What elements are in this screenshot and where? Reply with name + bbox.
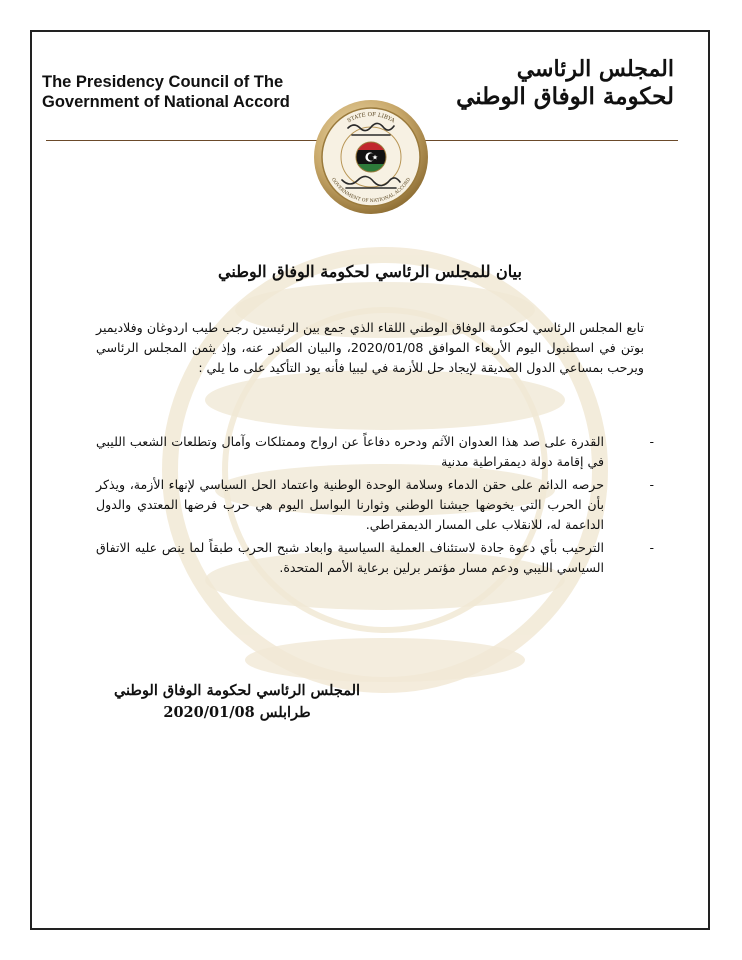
statement-point (96, 432, 662, 472)
statement-point-text: الترحيب بأي دعوة جادة لاستئناف العملية السياسية وابعاد شبح الحرب طبقاً لما ينص عليه الاتفاق السياسي الليبي ودعم مسار مؤتمر برلين برعاية الأمم المتحدة. (96, 540, 604, 575)
statement-point (96, 475, 662, 535)
arabic-header-line2: لحكومة الوفاق الوطني (456, 83, 674, 110)
statement-point-text: القدرة على صد هذا العدوان الآثم ودحره دفاعاً عن ارواح وممتلكات وآمال وتطلعات الشعب الليبي في إقامة دولة ديمقراطية مدنية (96, 434, 604, 469)
statement-intro: تابع المجلس الرئاسي لحكومة الوفاق الوطني اللقاء الذي جمع بين الرئيسين رجب طيب اردوغان وفلاديمير بوتن في اسطنبول اليوم الأربعاء الموافق 2020/01/08، والبيان الصادر عنه، وإذ يثمن المجلس الرئاسي ويرحب بمساعي الدول الصديقة لإيجاد حل للأزمة في ليبيا فأنه يود التأكيد على ما يلي : (96, 320, 644, 375)
statement-point-text: حرصه الدائم على حقن الدماء وسلامة الوحدة الوطنية واعتماد الحل السياسي لإنهاء الأزمة، ويذكر بأن الحرب التي يخوضها جيشنا الوطني وثوارنا البواسل اليوم هي حرب فرضها المعتدي والدول الداعمة له، للانقلاب على المسار الديمقراطي. (96, 477, 604, 532)
english-header (42, 72, 312, 112)
seal-top-text: STATE OF LIBYA (346, 111, 396, 125)
bullet-marker: - (649, 477, 654, 492)
signature-issuer: المجلس الرئاسي لحكومة الوفاق الوطني (113, 682, 361, 699)
statement-points (96, 432, 662, 581)
arabic-header-line1: المجلس الرئاسي (516, 56, 674, 82)
statement-title: بيان للمجلس الرئاسي لحكومة الوفاق الوطني (218, 262, 522, 281)
bullet-marker: - (649, 540, 654, 555)
english-header-line1: The Presidency Council of The (42, 73, 284, 91)
arabic-header (456, 55, 674, 111)
libya-flag-icon (356, 142, 386, 172)
bullet-marker: - (649, 434, 654, 449)
state-seal-logo (312, 98, 430, 216)
english-header-line2: Government of National Accord (42, 93, 290, 111)
signature-block (96, 680, 378, 724)
signature-place-date: طرابلس 2020/01/08 (163, 704, 311, 721)
statement-point (96, 538, 662, 578)
seal-bottom-text: GOVERNMENT OF NATIONAL ACCORD (329, 177, 413, 205)
